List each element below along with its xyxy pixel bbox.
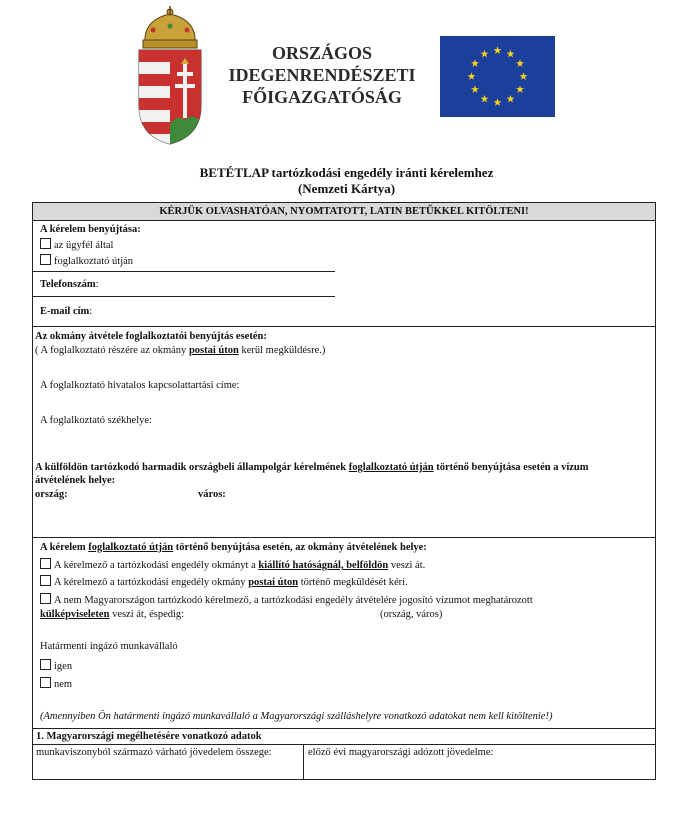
divider	[33, 744, 655, 745]
visa-country-label[interactable]: ország:	[35, 489, 68, 500]
pickup-note: ( A foglalkoztató részére az okmány postai úton kerül megküldésre.)	[35, 345, 326, 356]
title-line-2: (Nemzeti Kártya)	[297, 181, 396, 196]
checkbox[interactable]	[40, 558, 51, 569]
checkbox[interactable]	[40, 677, 51, 688]
checkbox[interactable]	[40, 575, 51, 586]
divider	[33, 728, 655, 729]
pickup-heading: Az okmány átvétele foglalkoztatói benyújtás esetén:	[35, 331, 267, 342]
divider	[33, 326, 655, 327]
agency-name	[222, 42, 422, 108]
employer-seat-label: A foglalkoztató székhelye:	[40, 415, 152, 426]
eu-flag-icon	[440, 36, 555, 117]
divider	[33, 296, 335, 297]
consulate-hint: (ország, város)	[380, 609, 443, 620]
agency-line-3: FŐIGAZGATÓSÁG	[242, 87, 402, 107]
border-commuter-yes[interactable]: igen	[40, 659, 72, 672]
title-line-1: BETÉTLAP tartózkodási engedély iránti kérelemhez	[199, 165, 494, 180]
submission-option-client[interactable]: az ügyfél által	[40, 238, 113, 251]
visa-place-text: A külföldön tartózkodó harmadik országbeli állampolgár kérelmének foglalkoztató útján történő benyújtása esetén a vízum átvételének helye:	[35, 462, 589, 486]
form-title	[0, 165, 693, 197]
checkbox[interactable]	[40, 254, 51, 265]
section1-heading: 1. Magyarországi megélhetésére vonatkozó adatok	[36, 731, 262, 742]
border-commuter-note: (Amennyiben Ön határmenti ingázó munkavállaló a Magyarországi szálláshelyre vonatkozó adatokat nem kell kitöltenie!)	[40, 711, 553, 722]
border-commuter-label: Határmenti ingázó munkavállaló	[40, 641, 178, 652]
visa-city-label[interactable]: város:	[198, 489, 226, 500]
border-commuter-no[interactable]: nem	[40, 677, 72, 690]
column-divider	[303, 744, 304, 780]
agency-line-2: IDEGENRENDÉSZETI	[228, 65, 416, 85]
receipt-option-authority[interactable]: A kérelmező a tartózkodási engedély okmányt a kiállító hatóságnál, belföldön veszi át.	[40, 558, 425, 571]
checkbox[interactable]	[40, 593, 51, 604]
submission-heading: A kérelem benyújtása:	[40, 224, 141, 235]
agency-line-1: ORSZÁGOS	[271, 43, 373, 63]
divider	[33, 271, 335, 272]
employer-address-label: A foglalkoztató hivatalos kapcsolattartási címe:	[40, 380, 240, 391]
expected-income-field[interactable]: munkaviszonyból származó várható jövedelem összege:	[36, 747, 272, 758]
consulate-line: külképviseleten veszi át, éspedig:	[40, 609, 185, 620]
checkbox[interactable]	[40, 238, 51, 249]
instruction-banner: KÉRJÜK OLVASHATÓAN, NYOMTATOTT, LATIN BETŰKKEL KITÖLTENI!	[33, 203, 655, 221]
divider	[33, 537, 655, 538]
receipt-option-consulate[interactable]: A nem Magyarországon tartózkodó kérelmező, a tartózkodási engedély átvételére jogosító vízumot meghatározott	[40, 593, 533, 606]
submission-option-employer[interactable]: foglalkoztató útján	[40, 254, 133, 267]
previous-income-field[interactable]: előző évi magyarországi adózott jövedelme:	[308, 747, 494, 758]
phone-field[interactable]: Telefonszám:	[40, 279, 99, 290]
receipt-option-post[interactable]: A kérelmező a tartózkodási engedély okmány postai úton történő megküldését kéri.	[40, 575, 408, 588]
email-field[interactable]: E-mail cím:	[40, 306, 93, 317]
checkbox[interactable]	[40, 659, 51, 670]
form-frame	[32, 202, 656, 780]
receipt-heading: A kérelem foglalkoztató útján történő benyújtása esetén, az okmány átvételének helye:	[40, 542, 427, 553]
hungarian-coat-of-arms-icon	[133, 6, 207, 146]
